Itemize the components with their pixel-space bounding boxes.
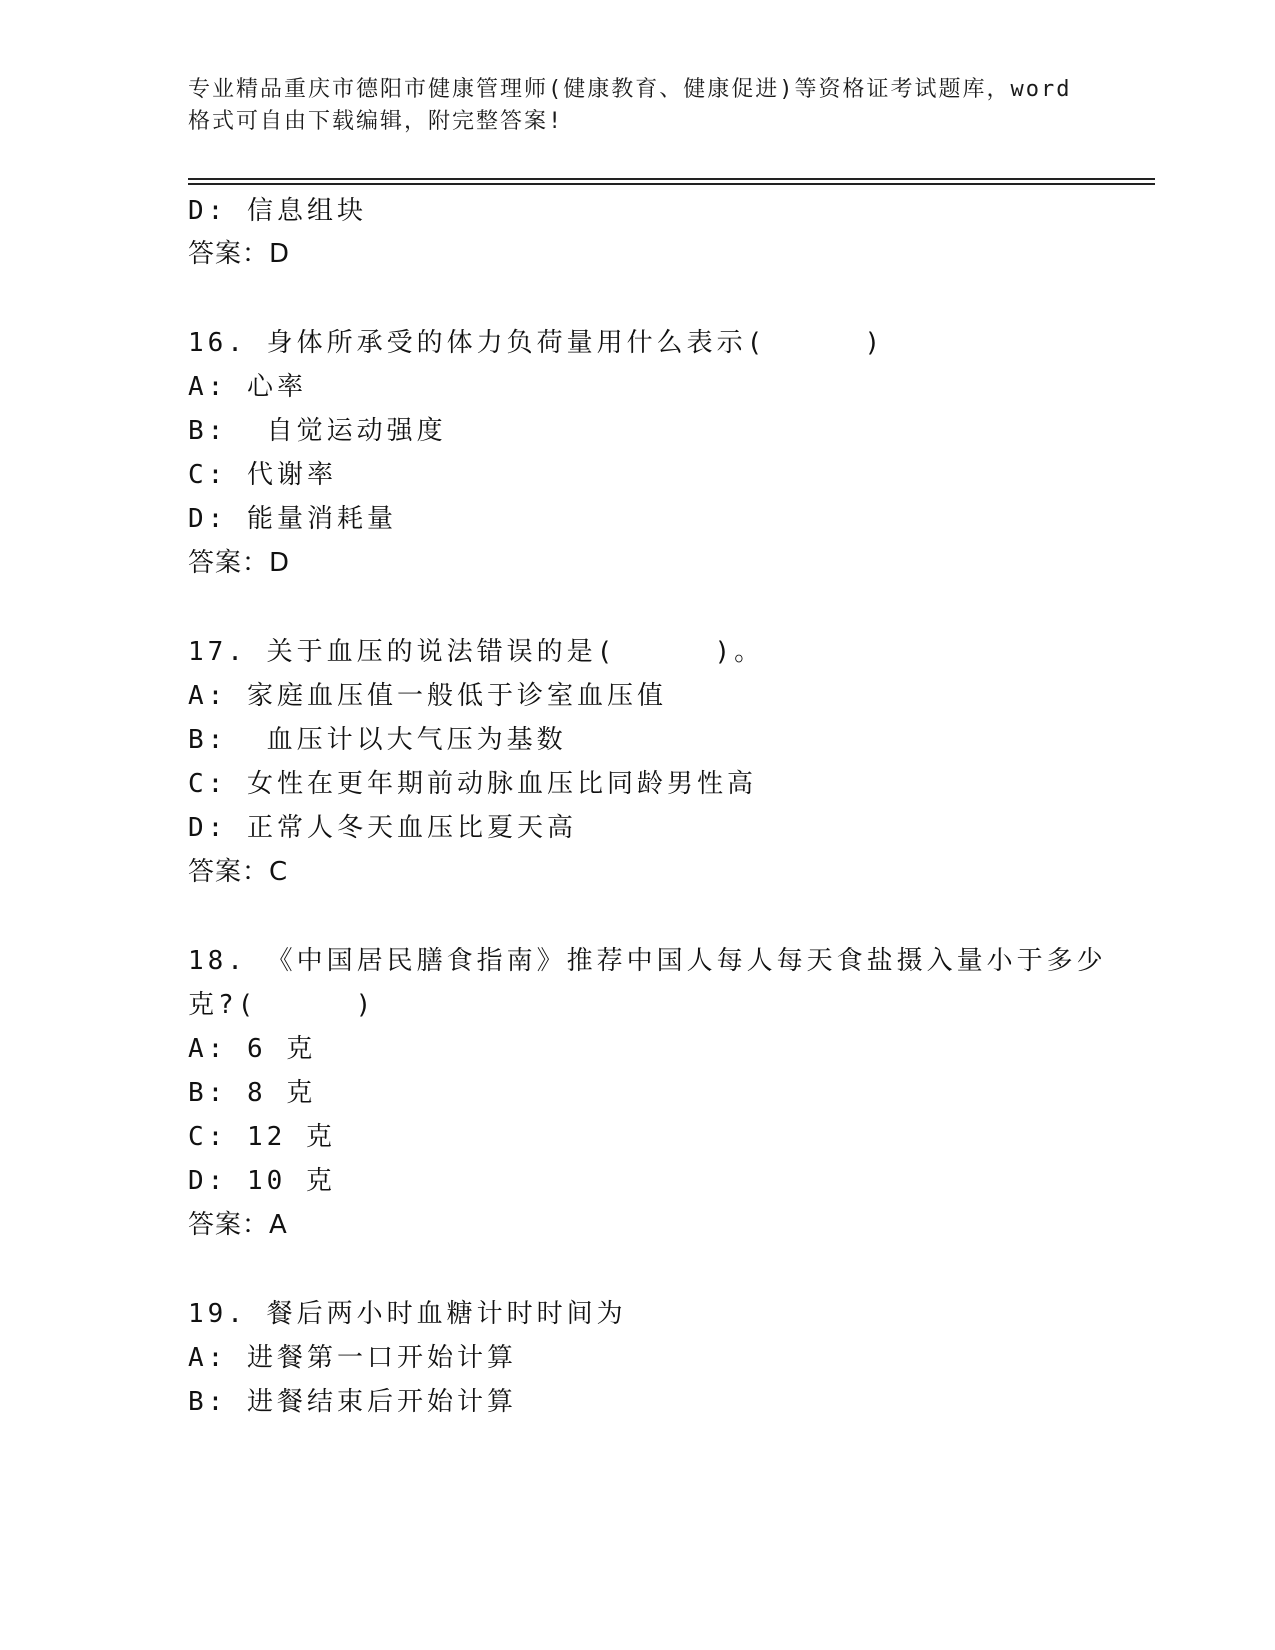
- header-line-1: 专业精品重庆市德阳市健康管理师(健康教育、健康促进)等资格证考试题库，word: [188, 77, 1072, 102]
- q19-option-b: B: 进餐结束后开始计算: [188, 1387, 517, 1417]
- q16-option-d: D: 能量消耗量: [188, 504, 397, 534]
- q16-question: 16. 身体所承受的体力负荷量用什么表示( ): [188, 328, 885, 358]
- q16-option-c: C: 代谢率: [188, 460, 337, 490]
- q18-option-d: D: 10 克: [188, 1166, 336, 1196]
- q16-option-b: B: 自觉运动强度: [188, 416, 447, 446]
- q18-question-line-1: 18. 《中国居民膳食指南》推荐中国人每人每天食盐摄入量小于多少: [188, 946, 1107, 976]
- q17-option-a: A: 家庭血压值一般低于诊室血压值: [188, 681, 667, 711]
- q18-option-b: B: 8 克: [188, 1078, 317, 1108]
- q17-option-d: D: 正常人冬天血压比夏天高: [188, 813, 577, 843]
- q17-option-c: C: 女性在更年期前动脉血压比同龄男性高: [188, 769, 757, 799]
- header-line-2: 格式可自由下载编辑，附完整答案!: [188, 109, 564, 134]
- q17-option-b: B: 血压计以大气压为基数: [188, 725, 567, 755]
- q15-option-d: D: 信息组块: [188, 196, 367, 226]
- q18-question-line-2: 克?( ): [188, 990, 376, 1020]
- document-header: [188, 74, 1088, 138]
- header-divider-top: [188, 178, 1155, 180]
- q18-answer: 答案：A: [188, 1210, 288, 1240]
- header-divider-bottom: [188, 183, 1155, 185]
- q16-option-a: A: 心率: [188, 372, 307, 402]
- q18-option-c: C: 12 克: [188, 1122, 336, 1152]
- q19-question: 19. 餐后两小时血糖计时时间为: [188, 1299, 627, 1329]
- q19-option-a: A: 进餐第一口开始计算: [188, 1343, 517, 1373]
- q17-question: 17. 关于血压的说法错误的是( )。: [188, 637, 765, 667]
- q16-answer: 答案：D: [188, 548, 291, 578]
- q17-answer: 答案：C: [188, 857, 289, 887]
- q18-option-a: A: 6 克: [188, 1034, 317, 1064]
- q15-answer: 答案：D: [188, 239, 291, 269]
